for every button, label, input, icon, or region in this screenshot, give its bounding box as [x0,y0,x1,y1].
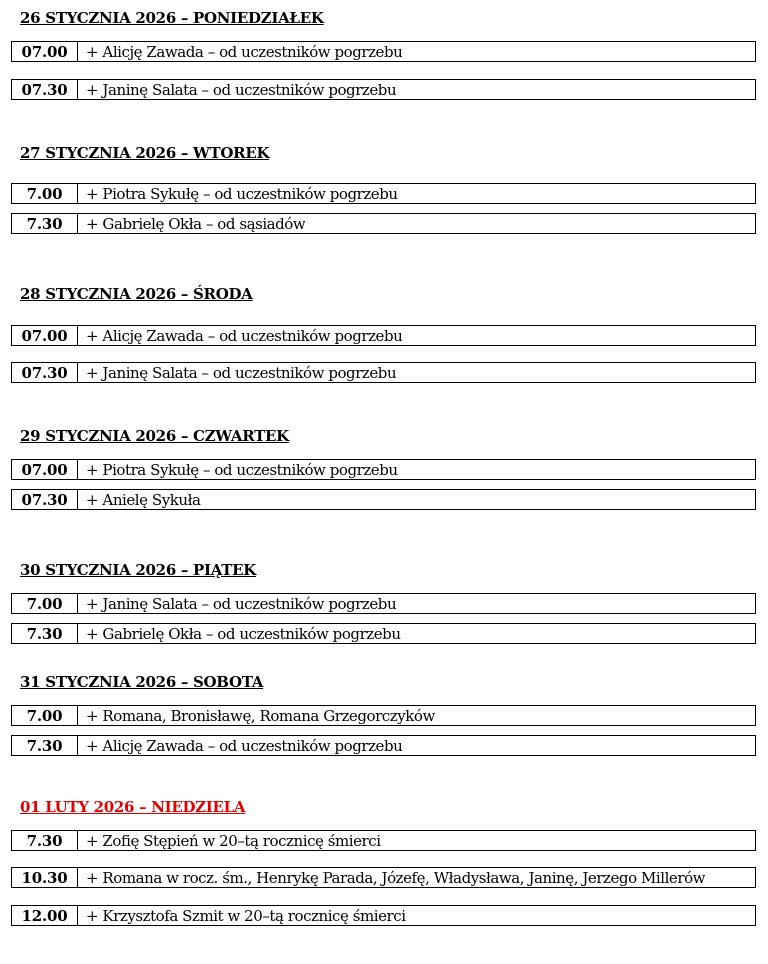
mass-intention: + Gabrielę Okła – od sąsiadów [86,214,306,233]
mass-time: 7.00 [12,594,78,613]
mass-time: 07.00 [12,42,78,61]
mass-intention: + Gabrielę Okła – od uczestników pogrzebu [86,624,401,643]
mass-row [11,830,756,851]
mass-time: 07.30 [12,490,78,509]
mass-time: 7.30 [12,831,78,850]
mass-intention: + Zofię Stępień w 20–tą rocznicę śmierci [86,831,381,850]
day-heading-2026-01-27: 27 STYCZNIA 2026 – WTOREK [20,144,270,162]
mass-time: 7.30 [12,214,78,233]
mass-intention: + Romana, Bronisławę, Romana Grzegorczyków [86,706,435,725]
mass-time: 07.00 [12,460,78,479]
mass-row [11,41,756,62]
mass-intention: + Krzysztofa Szmit w 20–tą rocznicę śmierci [86,906,406,925]
day-heading-2026-02-01: 01 LUTY 2026 – NIEDZIELA [20,798,246,816]
mass-time: 7.30 [12,624,78,643]
mass-row [11,735,756,756]
day-heading-2026-01-30: 30 STYCZNIA 2026 – PIĄTEK [20,561,256,579]
day-heading-2026-01-28: 28 STYCZNIA 2026 – ŚRODA [20,285,253,303]
mass-row [11,905,756,926]
mass-time: 7.00 [12,184,78,203]
mass-time: 07.00 [12,326,78,345]
mass-time: 07.30 [12,80,78,99]
mass-intention: + Anielę Sykuła [86,490,201,509]
mass-intention: + Piotra Sykułę – od uczestników pogrzebu [86,460,398,479]
mass-time: 07.30 [12,363,78,382]
mass-row [11,459,756,480]
mass-intention: + Piotra Sykułę – od uczestników pogrzebu [86,184,398,203]
mass-intention: + Janinę Salata – od uczestników pogrzebu [86,363,397,382]
mass-intention: + Romana w rocz. śm., Henrykę Parada, Józefę, Władysława, Janinę, Jerzego Millerów [86,868,706,887]
mass-row [11,362,756,383]
mass-row [11,213,756,234]
mass-row [11,867,756,888]
day-heading-2026-01-29: 29 STYCZNIA 2026 – CZWARTEK [20,427,289,445]
mass-row [11,183,756,204]
mass-row [11,623,756,644]
mass-row [11,79,756,100]
mass-intention: + Janinę Salata – od uczestników pogrzebu [86,80,397,99]
mass-intention: + Alicję Zawada – od uczestników pogrzebu [86,42,403,61]
mass-time: 7.00 [12,706,78,725]
mass-row [11,593,756,614]
mass-time: 7.30 [12,736,78,755]
mass-row [11,489,756,510]
mass-row [11,325,756,346]
mass-row [11,705,756,726]
day-heading-2026-01-31: 31 STYCZNIA 2026 – SOBOTA [20,673,264,691]
mass-time: 12.00 [12,906,78,925]
mass-intention: + Alicję Zawada – od uczestników pogrzebu [86,736,403,755]
mass-time: 10.30 [12,868,78,887]
mass-intention: + Alicję Zawada – od uczestników pogrzebu [86,326,403,345]
mass-intention: + Janinę Salata – od uczestników pogrzebu [86,594,397,613]
day-heading-2026-01-26: 26 STYCZNIA 2026 – PONIEDZIAŁEK [20,9,324,27]
